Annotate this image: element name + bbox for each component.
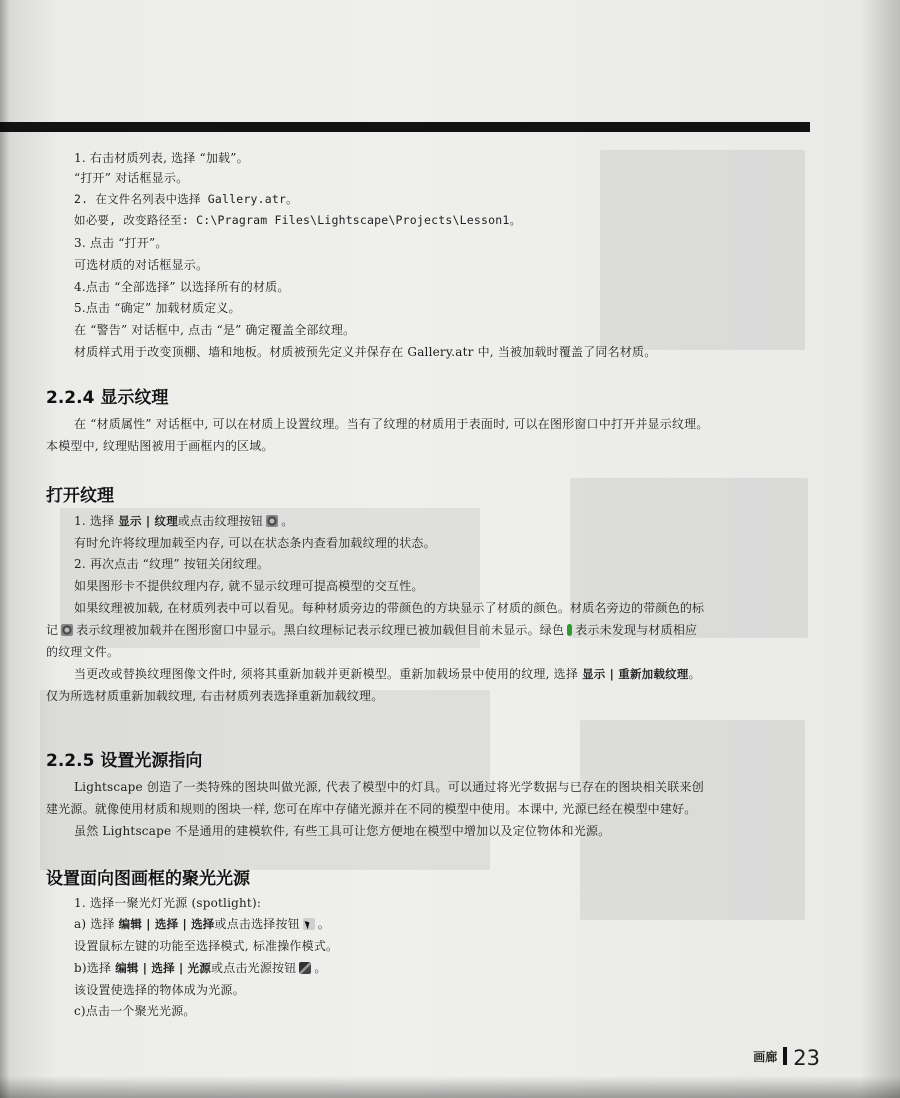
select-arrow-icon — [303, 918, 315, 930]
paragraph-line: 虽然 Lightscape 不是通用的建模软件, 有些工具可让您方便地在模型中增加以及定位物体和光源。 — [74, 824, 611, 838]
step-line — [74, 960, 327, 976]
text-span: 当更改或替换纹理图像文件时, 须将其重新加载并更新模型。重新加载场景中使用的纹理, 选择 — [74, 667, 583, 681]
subsection-heading: 设置面向图画框的聚光光源 — [46, 869, 250, 889]
text-span: 或点击选择按钮 — [214, 917, 300, 931]
texture-marker-icon — [61, 624, 73, 636]
scan-shadow-bottom — [0, 1076, 900, 1098]
text-line: 如必要, 改变路径至: C:\Pragram Files\Lightscape\Projects\Lesson1。 — [74, 213, 522, 227]
text-line: 设置鼠标左键的功能至选择模式, 标准操作模式。 — [74, 939, 339, 953]
text-line — [46, 622, 697, 638]
paragraph-line: Lightscape 创造了一类特殊的图块叫做光源, 代表了模型中的灯具。可以通过将光学数据与已存在的图块相关联来创 — [74, 780, 704, 794]
page-number: 23 — [793, 1046, 820, 1070]
text-span: 。 — [314, 961, 327, 975]
paragraph-line: 本模型中, 纹理贴图被用于画框内的区域。 — [46, 439, 274, 453]
text-span: b)选择 — [74, 961, 116, 975]
menu-path: 编辑 | 选择 | 光源 — [115, 961, 212, 975]
text-line — [74, 666, 701, 682]
text-span: 或点击光源按钮 — [211, 961, 297, 975]
step-line — [74, 513, 294, 529]
texture-button-icon — [266, 515, 278, 527]
text-line: 可选材质的对话框显示。 — [74, 258, 209, 272]
footer-divider — [783, 1047, 787, 1065]
step-text: 1. 选择 — [74, 514, 119, 528]
section-heading: 2.2.5 设置光源指向 — [46, 751, 203, 771]
menu-path: 显示 | 重新加载纹理 — [582, 667, 689, 681]
text-line: “打开” 对话框显示。 — [74, 171, 189, 185]
text-span: 。 — [688, 667, 701, 681]
text-line: 1. 选择一聚光灯光源 (spotlight): — [74, 896, 262, 910]
text-span: 。 — [317, 917, 331, 931]
text-line: 4.点击 “全部选择” 以选择所有的材质。 — [74, 280, 290, 294]
text-line: 1. 右击材质列表, 选择 “加载”。 — [74, 151, 249, 165]
light-button-icon — [299, 962, 311, 974]
header-rule — [0, 122, 810, 132]
text-line: 2. 再次点击 “纹理” 按钮关闭纹理。 — [74, 557, 270, 571]
subsection-heading: 打开纹理 — [46, 486, 114, 506]
chapter-label: 画廊 — [753, 1050, 778, 1064]
text-line: 的纹理文件。 — [46, 645, 120, 659]
step-text: 。 — [281, 514, 294, 528]
text-line: 有时允许将纹理加载至内存, 可以在状态条内查看加载纹理的状态。 — [74, 536, 436, 550]
text-line: 3. 点击 “打开”。 — [74, 236, 168, 250]
section-heading: 2.2.4 显示纹理 — [46, 388, 169, 408]
bleed-through-image — [600, 150, 805, 350]
text-line: 仅为所选材质重新加载纹理, 右击材质列表选择重新加载纹理。 — [46, 689, 384, 703]
text-line: 该设置使选择的物体成为光源。 — [74, 983, 245, 997]
text-line: 材质样式用于改变顶棚、墙和地板。材质被预先定义并保存在 Gallery.atr 中, 当被加载时覆盖了同名材质。 — [74, 345, 657, 359]
text-line: 如果图形卡不提供纹理内存, 就不显示纹理可提高模型的交互性。 — [74, 579, 424, 593]
text-line: 5.点击 “确定” 加载材质定义。 — [74, 301, 241, 315]
text-span: 记 — [46, 623, 59, 637]
text-span: 表示纹理被加载并在图形窗口中显示。黑白纹理标记表示纹理已被加载但目前未显示。绿色 — [76, 623, 565, 637]
text-span: a) 选择 — [74, 917, 119, 931]
text-line: 在 “警告” 对话框中, 点击 “是” 确定覆盖全部纹理。 — [74, 323, 356, 337]
paragraph-line: 建光源。就像使用材质和规则的图块一样, 您可在库中存储光源并在不同的模型中使用。本课中, 光源已经在模型中建好。 — [46, 802, 697, 816]
step-line — [74, 916, 330, 932]
text-span: 表示未发现与材质相应 — [575, 623, 698, 637]
green-marker-icon — [567, 624, 572, 636]
menu-path: 显示 | 纹理 — [118, 514, 178, 528]
text-line: c)点击一个聚光光源。 — [74, 1004, 196, 1018]
bleed-through-image — [580, 720, 805, 920]
scan-shadow-left — [0, 0, 10, 1098]
page-footer — [753, 1046, 820, 1070]
paragraph-line: 在 “材质属性” 对话框中, 可以在材质上设置纹理。当有了纹理的材质用于表面时, 可以在图形窗口中打开并显示纹理。 — [74, 417, 709, 431]
text-line: 如果纹理被加载, 在材质列表中可以看见。每种材质旁边的带颜色的方块显示了材质的颜色。材质名旁边的带颜色的标 — [74, 601, 705, 615]
text-line: 2. 在文件名列表中选择 Gallery.atr。 — [74, 192, 298, 206]
menu-path: 编辑 | 选择 | 选择 — [118, 917, 215, 931]
step-text: 或点击纹理按钮 — [177, 514, 264, 528]
